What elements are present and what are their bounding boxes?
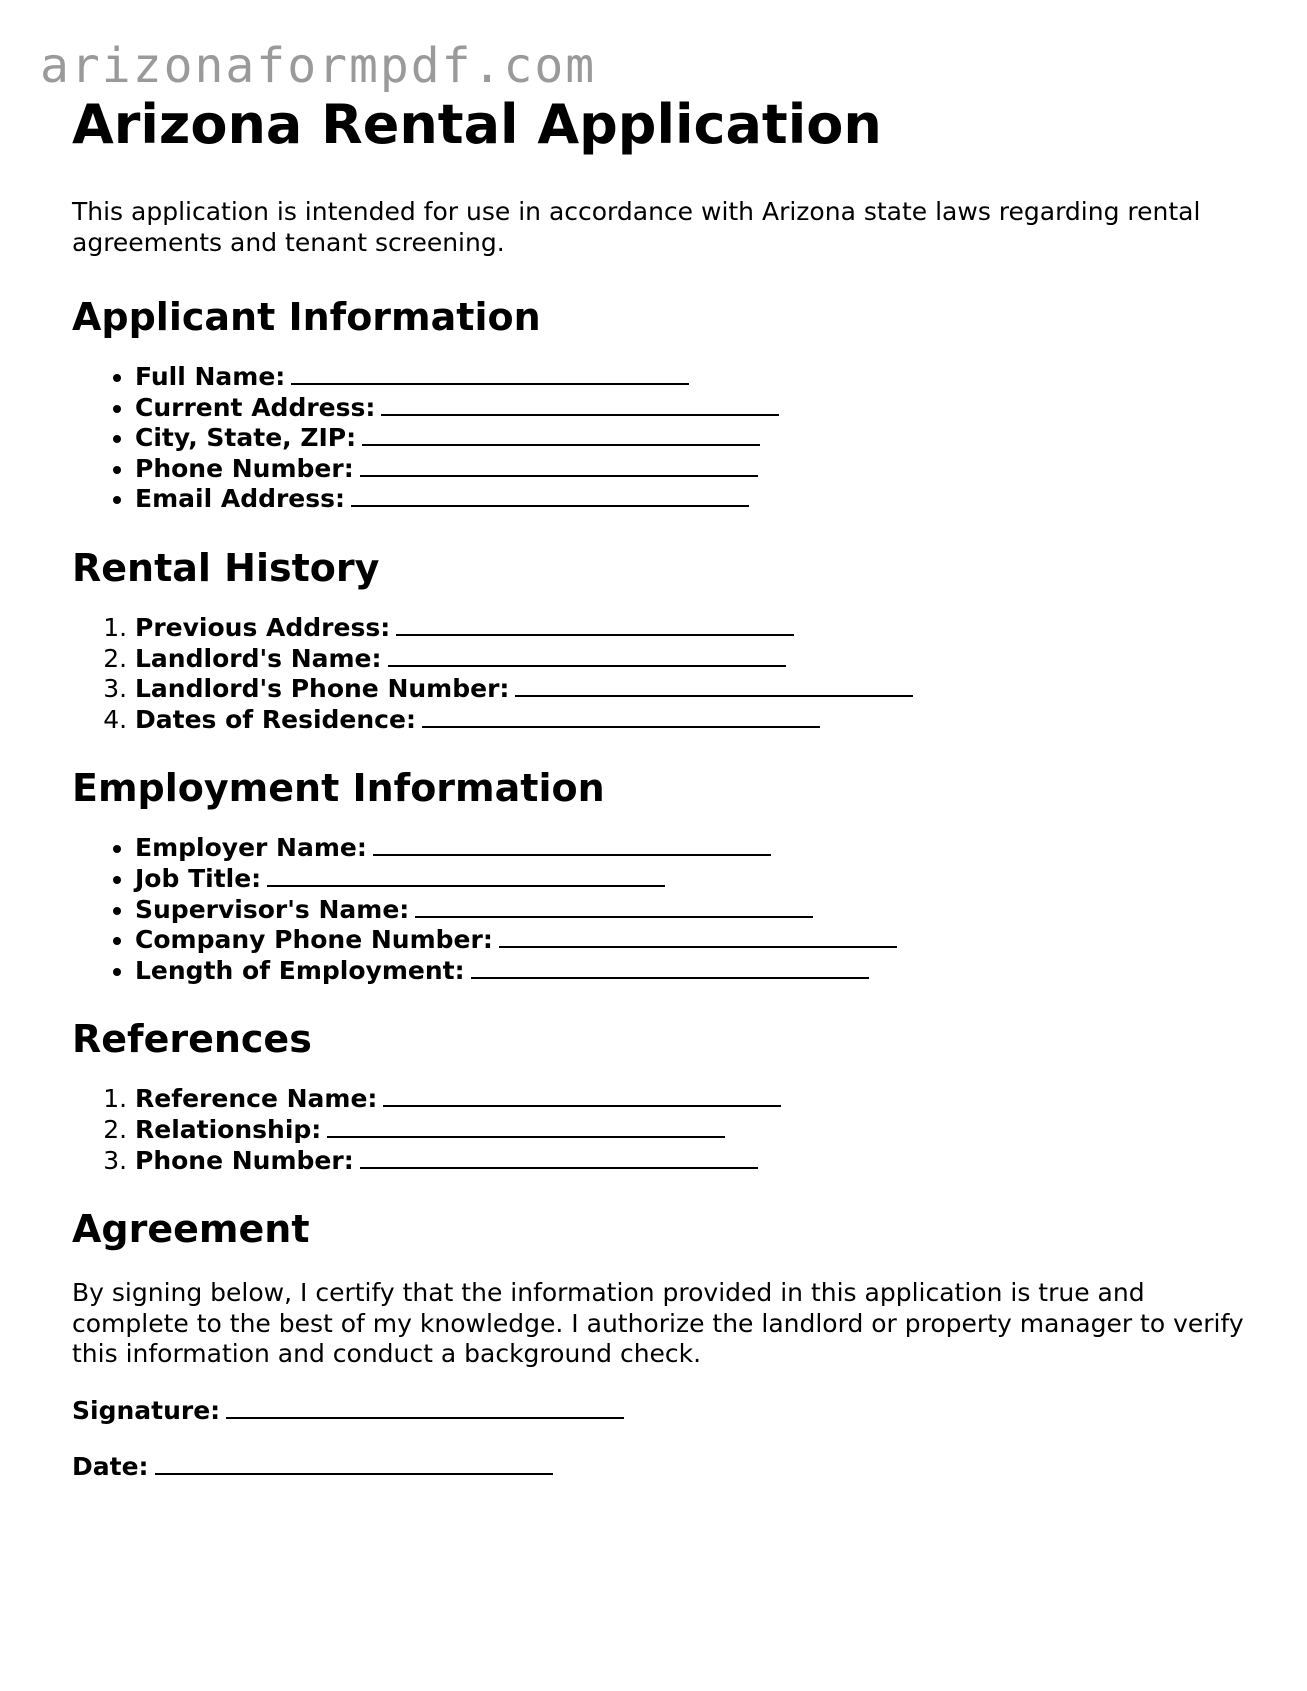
field-label: Full Name: xyxy=(135,362,286,391)
phone-number-blank[interactable] xyxy=(360,455,758,477)
field-label: Dates of Residence: xyxy=(135,704,416,734)
field-label: Company Phone Number: xyxy=(135,925,493,955)
page-title: Arizona Rental Application xyxy=(72,93,882,156)
current-address-blank[interactable] xyxy=(381,394,779,416)
job-title-blank[interactable] xyxy=(267,865,665,887)
employer-name-blank[interactable] xyxy=(373,834,771,856)
field-label: Relationship: xyxy=(135,1114,322,1144)
agreement-paragraph: By signing below, I certify that the information provided in this application is true and complete to the best of my knowledge. I authorize the landlord or property manager to verify this information and conduct a background check. xyxy=(72,1278,1244,1369)
list-item xyxy=(135,362,1252,393)
length-of-employment-blank[interactable] xyxy=(471,957,869,979)
list-item xyxy=(135,674,1252,705)
field-label: Job Title: xyxy=(135,863,262,893)
supervisor-name-blank[interactable] xyxy=(415,896,813,918)
section-heading-references: References xyxy=(72,1017,312,1062)
signature-blank[interactable] xyxy=(226,1397,624,1419)
date-blank[interactable] xyxy=(155,1453,553,1475)
reference-phone-blank[interactable] xyxy=(360,1147,758,1169)
list-item xyxy=(135,613,1252,644)
field-label: Landlord's Name: xyxy=(135,643,382,673)
list-item xyxy=(135,1084,1252,1115)
list-item xyxy=(135,423,1252,454)
list-item xyxy=(135,1115,1252,1146)
field-label: Employer Name: xyxy=(135,833,367,863)
list-item xyxy=(135,705,1252,736)
field-label: Previous Address: xyxy=(135,612,391,642)
references-field-list xyxy=(72,1084,1252,1176)
city-state-zip-blank[interactable] xyxy=(362,424,760,446)
relationship-blank[interactable] xyxy=(327,1116,725,1138)
date-label: Date: xyxy=(72,1452,149,1482)
previous-address-blank[interactable] xyxy=(396,614,794,636)
list-item xyxy=(135,833,1252,864)
field-label: Length of Employment: xyxy=(135,955,465,985)
dates-of-residence-blank[interactable] xyxy=(422,706,820,728)
landlord-name-blank[interactable] xyxy=(388,645,786,667)
reference-name-blank[interactable] xyxy=(383,1085,781,1107)
section-heading-employment: Employment Information xyxy=(72,766,605,811)
signature-row xyxy=(72,1396,1252,1427)
field-label: Phone Number: xyxy=(135,1145,354,1175)
list-item xyxy=(135,895,1252,926)
signature-label: Signature: xyxy=(72,1395,221,1425)
field-label: Reference Name: xyxy=(135,1084,378,1114)
company-phone-blank[interactable] xyxy=(499,926,897,948)
section-heading-applicant: Applicant Information xyxy=(72,295,541,339)
watermark-text: arizonaformpdf.com xyxy=(40,38,597,94)
email-address-blank[interactable] xyxy=(351,485,749,507)
section-heading-rental-history: Rental History xyxy=(72,545,380,590)
intro-paragraph: This application is intended for use in accordance with Arizona state laws regarding rental agreements and tenant screening. xyxy=(72,197,1201,257)
list-item xyxy=(135,644,1252,675)
field-label: Landlord's Phone Number: xyxy=(135,674,510,704)
date-row xyxy=(72,1452,1252,1483)
document-page xyxy=(72,90,1252,1483)
list-item xyxy=(135,1146,1252,1177)
full-name-blank[interactable] xyxy=(291,363,689,385)
field-label: Current Address: xyxy=(135,392,376,422)
list-item xyxy=(135,454,1252,485)
list-item xyxy=(135,956,1252,987)
rental-history-field-list xyxy=(72,613,1252,735)
field-label: Phone Number: xyxy=(135,453,354,483)
applicant-field-list xyxy=(72,362,1252,515)
landlord-phone-blank[interactable] xyxy=(515,675,913,697)
employment-field-list xyxy=(72,833,1252,986)
field-label: Email Address: xyxy=(135,484,346,514)
field-label: City, State, ZIP: xyxy=(135,423,357,453)
field-label: Supervisor's Name: xyxy=(135,894,410,924)
list-item xyxy=(135,864,1252,895)
list-item xyxy=(135,925,1252,956)
list-item xyxy=(135,484,1252,515)
list-item xyxy=(135,393,1252,424)
section-heading-agreement: Agreement xyxy=(72,1207,310,1252)
